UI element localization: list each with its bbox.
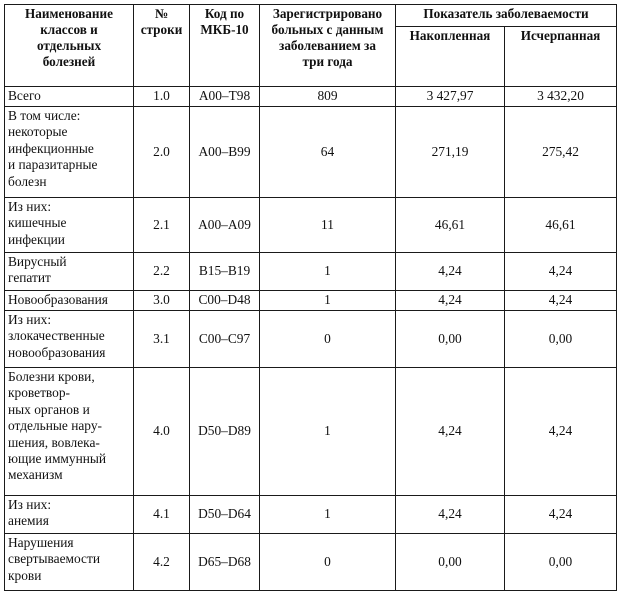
header-disease-name: Наименование классов и отдельных болезней	[5, 5, 134, 87]
accumulated-cell: 0,00	[396, 534, 505, 591]
disease-name-cell: Нарушения свертываемости крови	[5, 534, 134, 591]
accumulated-cell: 4,24	[396, 291, 505, 311]
table-row	[5, 534, 617, 591]
exhausted-cell: 46,61	[505, 198, 617, 253]
row-number-cell: 2.2	[134, 253, 190, 291]
table-row	[5, 198, 617, 253]
icd-code-cell: C00–D48	[190, 291, 260, 311]
accumulated-cell: 4,24	[396, 496, 505, 534]
table-row	[5, 253, 617, 291]
accumulated-cell: 0,00	[396, 311, 505, 368]
row-number-cell: 4.2	[134, 534, 190, 591]
accumulated-cell: 4,24	[396, 368, 505, 496]
row-number-cell: 2.0	[134, 107, 190, 198]
registered-cell: 809	[260, 87, 396, 107]
accumulated-cell: 3 427,97	[396, 87, 505, 107]
exhausted-cell: 4,24	[505, 253, 617, 291]
disease-name-cell: Новообразования	[5, 291, 134, 311]
table-row	[5, 87, 617, 107]
row-number-cell: 3.1	[134, 311, 190, 368]
accumulated-cell: 271,19	[396, 107, 505, 198]
table-row	[5, 311, 617, 368]
row-number-cell: 4.1	[134, 496, 190, 534]
row-number-cell: 3.0	[134, 291, 190, 311]
row-number-cell: 2.1	[134, 198, 190, 253]
header-row-1	[5, 5, 617, 27]
registered-cell: 1	[260, 291, 396, 311]
row-number-cell: 4.0	[134, 368, 190, 496]
table-row	[5, 496, 617, 534]
table-row	[5, 107, 617, 198]
disease-name-cell: Всего	[5, 87, 134, 107]
icd-code-cell: C00–C97	[190, 311, 260, 368]
exhausted-cell: 4,24	[505, 496, 617, 534]
registered-cell: 0	[260, 311, 396, 368]
icd-code-cell: D50–D64	[190, 496, 260, 534]
icd-code-cell: D65–D68	[190, 534, 260, 591]
exhausted-cell: 3 432,20	[505, 87, 617, 107]
disease-name-cell: В том числе: некоторые инфекционные и паразитарные болезн	[5, 107, 134, 198]
disease-name-cell: Вирусный гепатит	[5, 253, 134, 291]
header-accumulated: Накопленная	[396, 27, 505, 87]
table-row	[5, 368, 617, 496]
header-row-number: № строки	[134, 5, 190, 87]
exhausted-cell: 4,24	[505, 368, 617, 496]
icd-code-cell: A00–T98	[190, 87, 260, 107]
header-exhausted: Исчерпанная	[505, 27, 617, 87]
morbidity-table	[4, 4, 617, 591]
header-registered-patients: Зарегистрировано больных с данным заболеванием за три года	[260, 5, 396, 87]
icd-code-cell: D50–D89	[190, 368, 260, 496]
exhausted-cell: 0,00	[505, 534, 617, 591]
disease-name-cell: Болезни крови, кроветвор- ных органов и отдельные нару- шения, вовлека- ющие иммунный механизм	[5, 368, 134, 496]
registered-cell: 1	[260, 368, 396, 496]
icd-code-cell: B15–B19	[190, 253, 260, 291]
exhausted-cell: 275,42	[505, 107, 617, 198]
disease-name-cell: Из них: злокачественные новообразования	[5, 311, 134, 368]
exhausted-cell: 0,00	[505, 311, 617, 368]
disease-name-cell: Из них: кишечные инфекции	[5, 198, 134, 253]
exhausted-cell: 4,24	[505, 291, 617, 311]
registered-cell: 1	[260, 253, 396, 291]
header-icd10-code: Код по МКБ-10	[190, 5, 260, 87]
registered-cell: 1	[260, 496, 396, 534]
accumulated-cell: 46,61	[396, 198, 505, 253]
row-number-cell: 1.0	[134, 87, 190, 107]
disease-name-cell: Из них: анемия	[5, 496, 134, 534]
header-morbidity-rate: Показатель заболеваемости	[396, 5, 617, 27]
icd-code-cell: A00–A09	[190, 198, 260, 253]
accumulated-cell: 4,24	[396, 253, 505, 291]
icd-code-cell: A00–B99	[190, 107, 260, 198]
registered-cell: 64	[260, 107, 396, 198]
registered-cell: 0	[260, 534, 396, 591]
registered-cell: 11	[260, 198, 396, 253]
table-row	[5, 291, 617, 311]
